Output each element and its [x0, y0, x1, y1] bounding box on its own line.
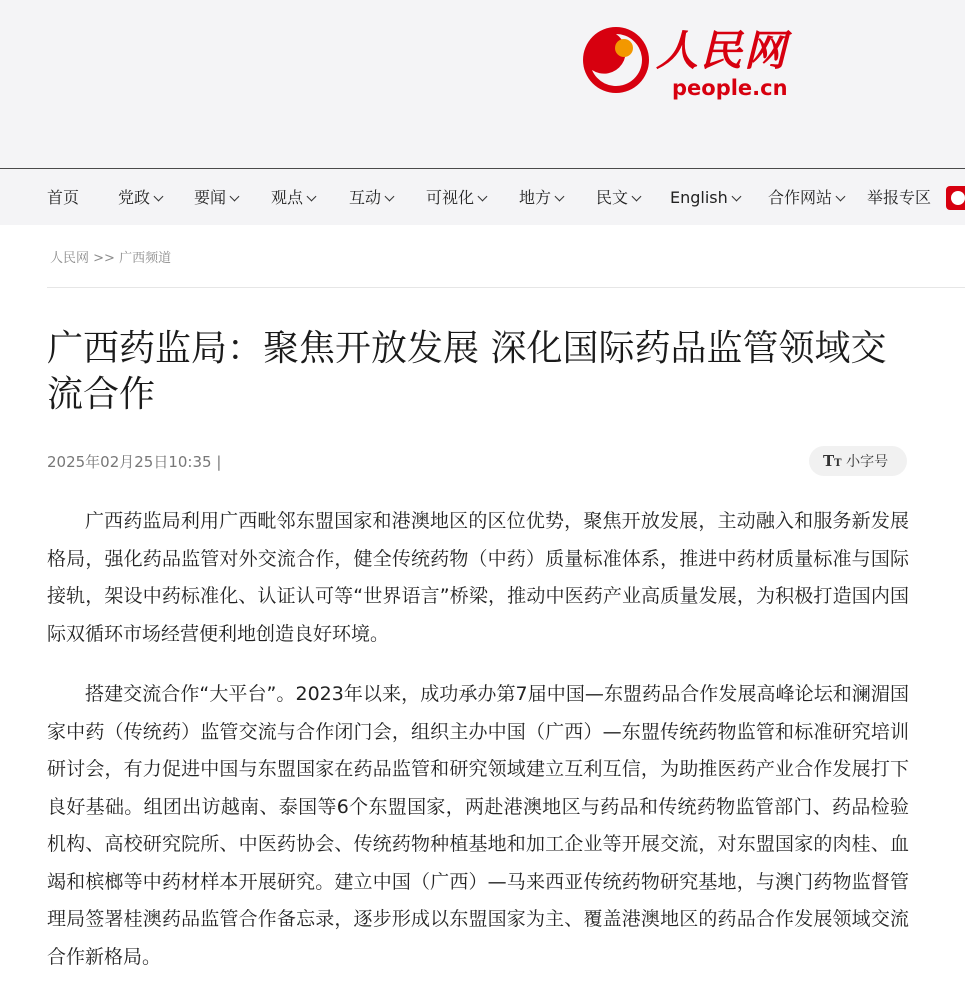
article-body [47, 503, 909, 999]
nav-item-home[interactable] [47, 169, 79, 225]
report-badge-icon[interactable] [946, 186, 965, 210]
breadcrumb-home-link[interactable]: 人民网 [50, 251, 90, 266]
nav-label: 民文 [596, 188, 629, 207]
site-header [0, 0, 965, 168]
main-nav [0, 168, 965, 225]
nav-label: 观点 [271, 188, 304, 207]
nav-item-report[interactable] [867, 169, 931, 225]
article-datetime: 2025年02月25日10:35 | [47, 453, 222, 471]
font-size-toggle-button[interactable] [809, 446, 907, 476]
chevron-down-icon [836, 192, 846, 202]
logo-english-text: people.cn [672, 76, 788, 100]
chevron-down-icon [307, 192, 317, 202]
article-paragraph: 搭建交流合作“大平台”。2023年以来，成功承办第7届中国—东盟药品合作发展高峰论坛和澜湄国家中药（传统药）监管交流与合作闭门会，组织主办中国（广西）—东盟传统药物监管和标准研究培训研讨会，有力促进中国与东盟国家在药品监管和研究领域建立互利互信，为助推医药产业合作发展打下良好基础。组团出访越南、泰国等6个东盟国家，两赴港澳地区与药品和传统药物监管部门、药品检验机构、高校研究院所、中医药协会、传统药物种植基地和加工企业等开展交流，对东盟国家的肉桂、血竭和槟榔等中药材样本开展研究。建立中国（广西）—马来西亚传统药物研究基地，与澳门药物监督管理局签署桂澳药品监管合作备忘录，逐步形成以东盟国家为主、覆盖港澳地区的药品合作发展领域交流合作新格局。 [47, 683, 909, 968]
chevron-down-icon [731, 192, 741, 202]
chevron-down-icon [555, 192, 565, 202]
breadcrumb-separator: >> [93, 251, 115, 266]
chevron-down-icon [230, 192, 240, 202]
font-size-label: 小字号 [846, 454, 889, 470]
nav-label: 可视化 [426, 188, 475, 207]
nav-label: 合作网站 [768, 188, 833, 207]
nav-item-local[interactable] [519, 169, 563, 225]
nav-item-english[interactable] [670, 169, 740, 225]
nav-label: 举报专区 [867, 188, 932, 207]
chevron-down-icon [632, 192, 642, 202]
article-paragraph: 广西药监局利用广西毗邻东盟国家和港澳地区的区位优势，聚焦开放发展，主动融入和服务新发展格局，强化药品监管对外交流合作，健全传统药物（中药）质量标准体系，推进中药材质量标准与国际接轨，架设中药标准化、认证认可等“世界语言”桥梁，推动中医药产业高质量发展，为积极打造国内国际双循环市场经营便利地创造良好环境。 [47, 510, 909, 645]
chevron-down-icon [385, 192, 395, 202]
nav-item-news[interactable] [194, 169, 238, 225]
nav-item-party[interactable] [118, 169, 162, 225]
chevron-down-icon [478, 192, 488, 202]
logo-swirl-icon [580, 24, 652, 96]
logo-chinese-text: 人民网 [656, 26, 789, 75]
nav-item-minwen[interactable] [596, 169, 640, 225]
nav-label: English [670, 188, 728, 207]
nav-item-visual[interactable] [426, 169, 486, 225]
nav-label: 地方 [519, 188, 552, 207]
nav-label: 党政 [118, 188, 151, 207]
nav-item-partners[interactable] [768, 169, 844, 225]
breadcrumb [50, 247, 171, 266]
nav-label: 互动 [349, 188, 382, 207]
nav-item-interact[interactable] [349, 169, 393, 225]
breadcrumb-channel-link[interactable]: 广西频道 [119, 251, 172, 266]
nav-label: 要闻 [194, 188, 227, 207]
divider [47, 287, 965, 288]
article-title: 广西药监局：聚焦开放发展 深化国际药品监管领域交流合作 [47, 328, 887, 415]
site-logo[interactable] [580, 20, 800, 110]
nav-label: 首页 [47, 188, 80, 207]
chevron-down-icon [154, 192, 164, 202]
nav-item-opinion[interactable] [271, 169, 315, 225]
text-size-icon: TT [823, 452, 842, 470]
